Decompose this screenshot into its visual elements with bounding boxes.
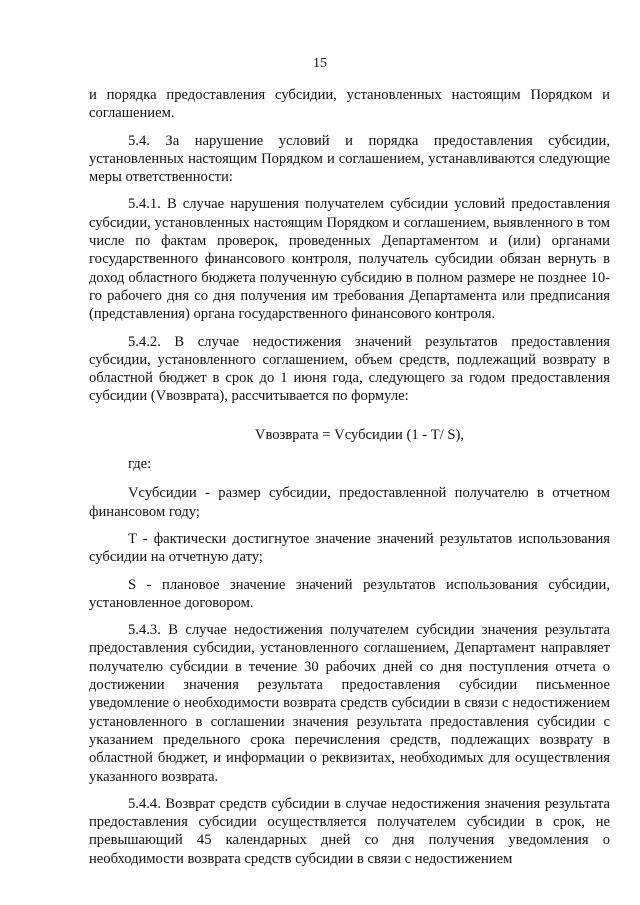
where-label: где: <box>128 456 152 473</box>
definition-t: T - фактически достигнутое значение значений результатов использования субсидии на отчетную дату; <box>89 530 610 566</box>
paragraph-5-4: 5.4. За нарушение условий и порядка предоставления субсидии, установленных настоящим Порядком и соглашением, устанавливаются следующие меры ответственности: <box>89 132 610 186</box>
definition-v-subsidy: Vсубсидии - размер субсидии, предоставленной получателю в отчетном финансовом году; <box>89 485 610 520</box>
formula: Vвозврата = Vсубсидии (1 - T/ S), <box>254 426 465 443</box>
paragraph-5-4-1: 5.4.1. В случае нарушения получателем субсидии условий предоставления субсидии, установленных настоящим Порядком и соглашением, выявленного в том числе по фактам проверок, проведенных Департаментом и (или) органами государственного финансового контроля, получатель субсидии обязан вернуть в доход областного бюджета полученную субсидию в полном размере не позднее 10-го рабочего дня со дня получения им требования Департамента или предписания (представления) органа государственного финансового контроля. <box>89 196 610 323</box>
paragraph-continuation: и порядка предоставления субсидии, установленных настоящим Порядком и соглашением. <box>89 87 610 122</box>
paragraph-5-4-2: 5.4.2. В случае недостижения значений результатов предоставления субсидии, установленного соглашением, объем средств, подлежащий возврату в областной бюджет в срок до 1 июня года, следующего за годом предоставления субсидии (Vвозврата), рассчитывается по формуле: <box>89 333 610 405</box>
paragraph-5-4-3: 5.4.3. В случае недостижения получателем субсидии значения результата предоставления субсидии, установленного соглашением, Департамент направляет получателю субсидии в течение 30 рабочих дней со дня поступления отчета о достижении значения результата предоставления субсидии письменное уведомление о необходимости возврата средств субсидии в связи с недостижением установленного в соглашении значения результата предоставления субсидии с указанием предельного срока перечисления средств, подлежащих возврату в областной бюджет, и информации о реквизитах, необходимых для осуществления указанного возврата. <box>89 622 610 785</box>
definition-s: S - плановое значение значений результатов использования субсидии, установленное договором. <box>89 576 610 611</box>
paragraph-5-4-4: 5.4.4. Возврат средств субсидии в случае недостижения значения результата предоставления субсидии осуществляется получателем субсидии в срок, не превышающий 45 календарных дней со дня получения уведомления о необходимости возврата средств субсидии в связи с недостижением <box>89 795 610 867</box>
page-number: 15 <box>313 56 327 71</box>
document-body <box>89 86 610 877</box>
